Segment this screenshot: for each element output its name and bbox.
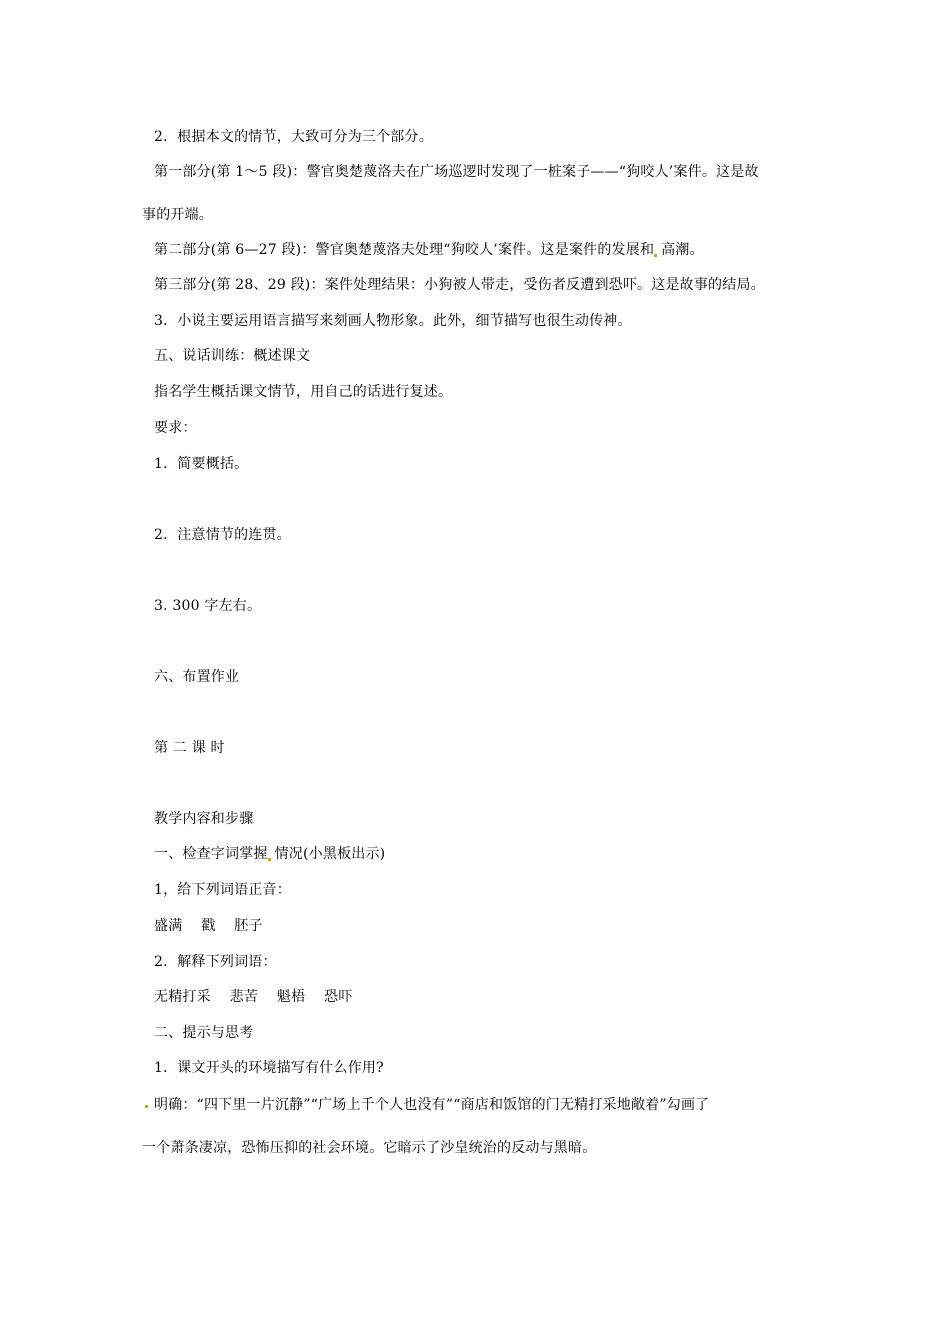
highlight-mark [654, 254, 657, 257]
label-requirements: 要求： [154, 420, 197, 436]
paragraph-retell: 指名学生概括课文情节，用自己的话进行复述。 [154, 384, 453, 400]
question-environment: 1．课文开头的环境描写有什么作用? [154, 1060, 384, 1076]
word-list-pronunciation: 盛满 戳 胚子 [154, 918, 263, 934]
requirement-2: 2．注意情节的连贯。 [154, 527, 291, 543]
highlight-mark [268, 858, 271, 861]
heading-vocabulary-check: 一、检查字词掌握 情况(小黑板出示) [154, 846, 386, 862]
word-list-definitions: 无精打采 悲苦 魁梧 恐吓 [154, 989, 353, 1005]
answer-explanation: 明确：“四下里一片沉静”“广场上千个人也没有”“商店和饭馆的门无精打采地敞着”勾画了 [154, 1097, 710, 1113]
paragraph-part-one: 第一部分(第 1～5 段)：警官奥楚蔑洛夫在广场巡逻时发现了一桩案子——“狗咬人’案件。这是故 [154, 164, 759, 180]
paragraph-plot-parts: 2．根据本文的情节，大致可分为三个部分。 [154, 129, 433, 145]
requirement-3: 3. 300 字左右。 [154, 598, 262, 614]
heading-teaching-content: 教学内容和步骤 [154, 811, 254, 827]
heading-prompts: 二、提示与思考 [154, 1025, 254, 1041]
paragraph-part-one-continued: 事的开端。 [142, 207, 213, 223]
instruction-pronunciation: 1，给下列词语正音： [154, 882, 291, 898]
heading-second-lesson: 第 二 课 时 [154, 740, 225, 756]
paragraph-part-three: 第三部分(第 28、29 段)：案件处理结果：小狗被人带走，受伤者反遭到恐吓。这是故事的结局。 [154, 277, 765, 293]
paragraph-part-two: 第二部分(第 6—27 段)：警官奥楚蔑洛夫处理“狗咬人’案件。这是案件的发展和 高潮。 [154, 242, 704, 258]
requirement-1: 1．简要概括。 [154, 456, 249, 472]
highlight-mark [145, 1105, 148, 1108]
heading-homework: 六、布置作业 [154, 669, 240, 685]
answer-explanation-continued: 一个萧条凄凉，恐怖压抑的社会环境。它暗示了沙皇统治的反动与黑暗。 [142, 1140, 597, 1156]
instruction-definitions: 2．解释下列词语： [154, 954, 277, 970]
paragraph-language: 3．小说主要运用语言描写来刻画人物形象。此外，细节描写也很生动传神。 [154, 313, 632, 329]
heading-speaking-practice: 五、说话训练：概述课文 [154, 348, 311, 364]
